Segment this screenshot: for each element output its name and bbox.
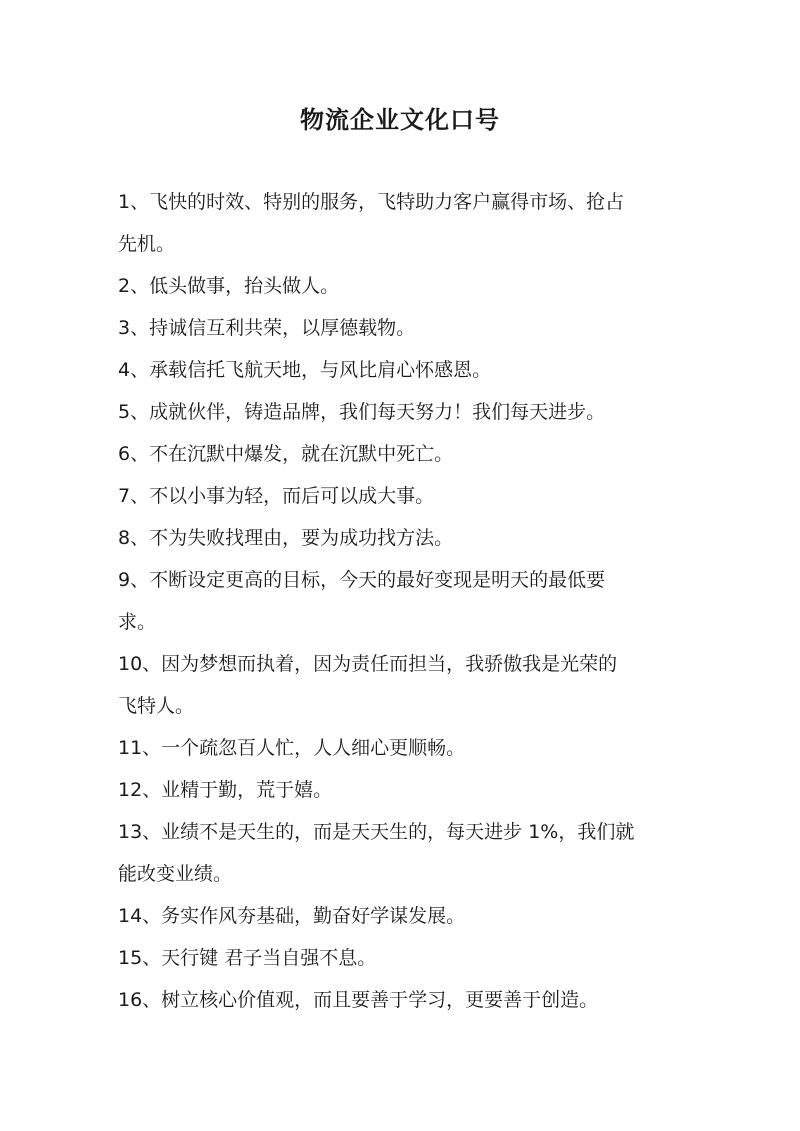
text-line: 13、业绩不是天生的，而是天天生的，每天进步 1%，我们就 — [118, 821, 635, 843]
text-line: 12、业精于勤，荒于嬉。 — [118, 779, 333, 801]
text-line: 5、成就伙伴，铸造品牌，我们每天努力！我们每天进步。 — [118, 401, 606, 423]
text-line: 求。 — [118, 611, 157, 633]
text-line: 8、不为失败找理由，要为成功找方法。 — [118, 527, 454, 549]
text-line: 16、树立核心价值观，而且要善于学习，更要善于创造。 — [118, 989, 599, 1011]
text-line: 9、不断设定更高的目标，今天的最好变现是明天的最低要 — [118, 569, 606, 591]
text-line: 4、承载信托飞航天地，与风比肩心怀感恩。 — [118, 359, 492, 381]
text-line: 先机。 — [118, 233, 176, 255]
text-line: 11、一个疏忽百人忙，人人细心更顺畅。 — [118, 737, 466, 759]
text-line: 14、务实作风夯基础，勤奋好学谋发展。 — [118, 905, 466, 927]
text-line: 飞特人。 — [118, 695, 195, 717]
text-line: 10、因为梦想而执着，因为责任而担当，我骄傲我是光荣的 — [118, 653, 618, 675]
text-line: 15、天行键 君子当自强不息。 — [118, 947, 377, 969]
text-line: 3、持诚信互利共荣，以厚德载物。 — [118, 317, 416, 339]
text-line: 能改变业绩。 — [118, 863, 233, 885]
text-line: 2、低头做事，抬头做人。 — [118, 275, 340, 297]
page-title: 物流企业文化口号 — [300, 106, 500, 134]
text-line: 7、不以小事为轻，而后可以成大事。 — [118, 485, 435, 507]
text-line: 6、不在沉默中爆发，就在沉默中死亡。 — [118, 443, 454, 465]
slogan-list — [118, 181, 683, 1021]
text-line: 1、飞快的时效、特别的服务，飞特助力客户赢得市场、抢占 — [118, 191, 625, 213]
